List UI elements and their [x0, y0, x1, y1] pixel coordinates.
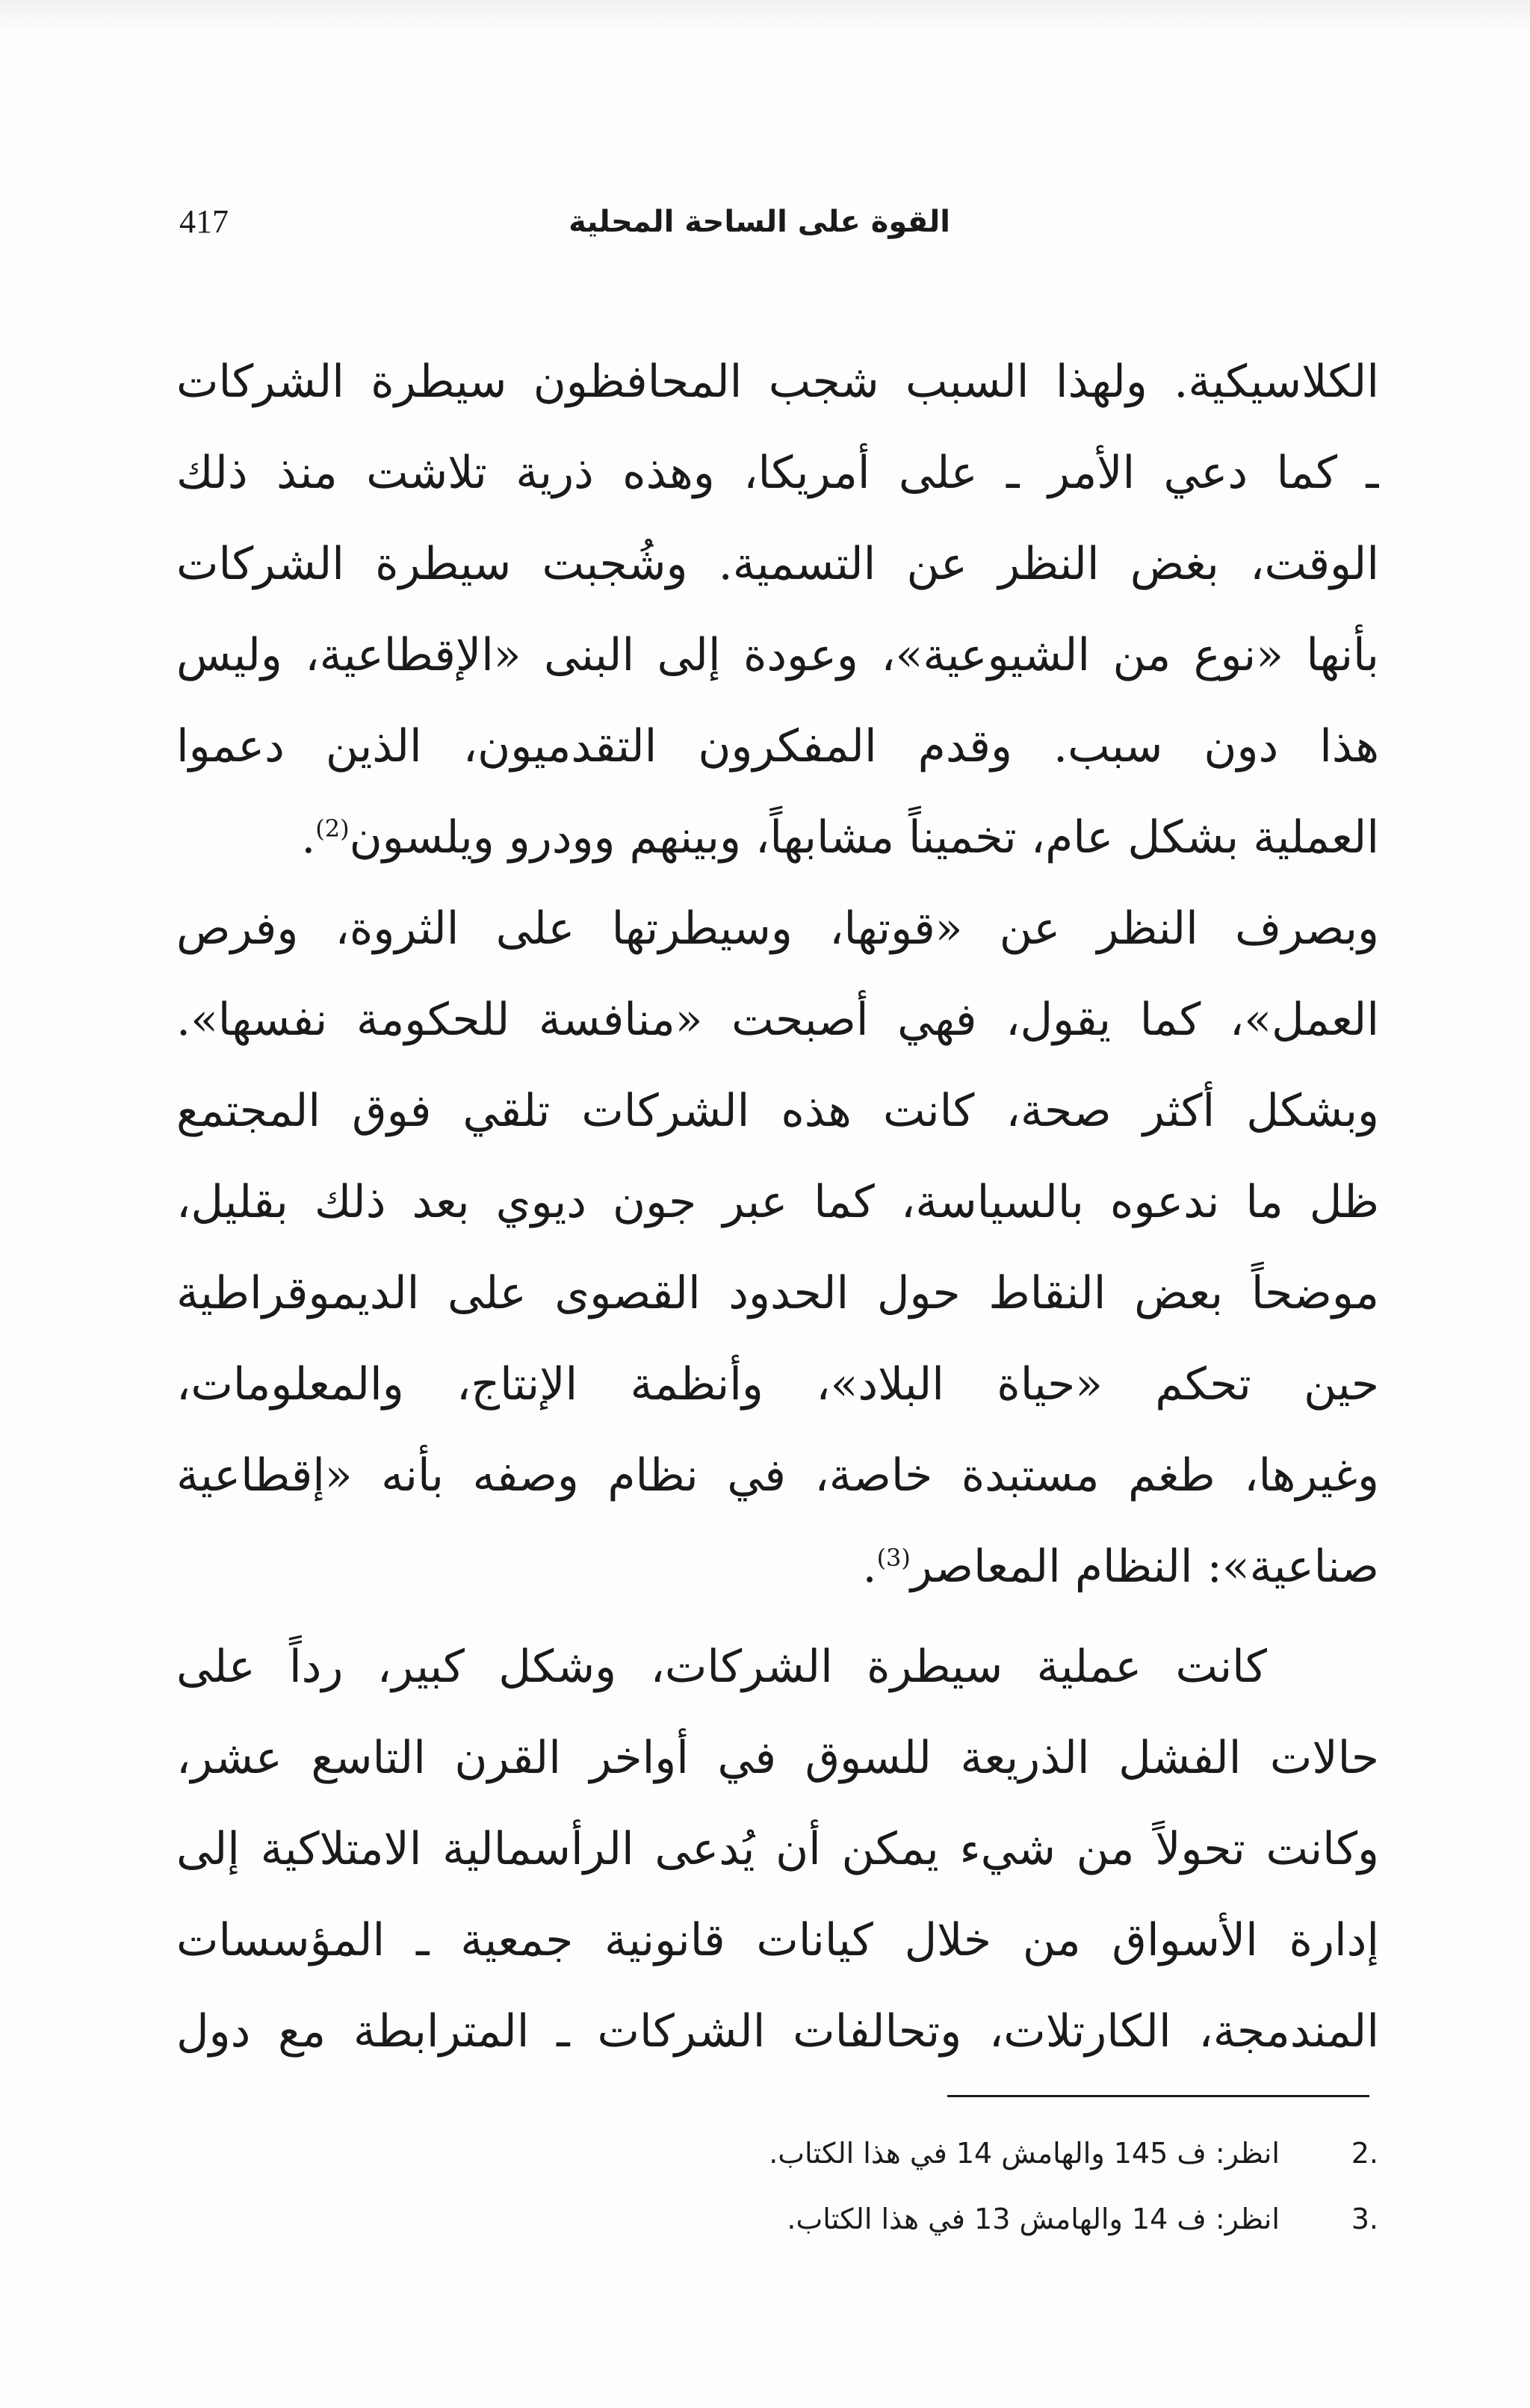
- paragraph-gap: [176, 1612, 1379, 1621]
- text-line: إدارة الأسواق من خلال كيانات قانونية جمعية ـ المؤسسات: [176, 1914, 1379, 1966]
- text-line: حالات الفشل الذريعة للسوق في أواخر القرن التاسع عشر،: [176, 1732, 1379, 1784]
- text-line: وكانت تحولاً من شيء يمكن أن يُدعى الرأسمالية الامتلاكية إلى: [176, 1823, 1379, 1875]
- text-line: وبصرف النظر عن «قوتها، وسيطرتها على الثروة، وفرص: [176, 903, 1379, 955]
- footnote-text: انظر: ف 145 والهامش 14 في هذا الكتاب.: [769, 2137, 1280, 2170]
- running-title: القوة على الساحة المحلية: [569, 205, 950, 239]
- running-head: [179, 196, 1376, 248]
- text-line: هذا دون سبب. وقدم المفكرون التقدميون، الذين دعموا: [176, 720, 1379, 773]
- text-line: وبشكل أكثر صحة، كانت هذه الشركات تلقي فوق المجتمع: [176, 1085, 1379, 1137]
- text-line: ـ كما دعي الأمر ـ على أمريكا، وهذه ذرية تلاشت منذ ذلك: [176, 447, 1379, 499]
- footnote-text: انظر: ف 14 والهامش 13 في هذا الكتاب.: [787, 2203, 1280, 2235]
- text-line: وغيرها، طغم مستبدة خاصة، في نظام وصفه بأنه «إقطاعية: [176, 1449, 1379, 1502]
- text-line: ظل ما ندعوه بالسياسة، كما عبر جون ديوي بعد ذلك بقليل،: [176, 1176, 1379, 1228]
- footnote-number: .2: [1351, 2137, 1378, 2170]
- footnote-ref-3: (3): [876, 1544, 911, 1572]
- text-line: الوقت، بغض النظر عن التسمية. وشُجبت سيطرة الشركات: [176, 538, 1379, 590]
- footnote-3: [568, 2186, 1378, 2252]
- text-line: موضحاً بعض النقاط حول الحدود القصوى على الديموقراطية: [176, 1267, 1379, 1319]
- footnotes: [568, 2120, 1378, 2252]
- footnote-number: .3: [1351, 2203, 1378, 2235]
- text-line: المندمجة، الكارتلات، وتحالفات الشركات ـ المترابطة مع دول: [176, 2005, 1379, 2058]
- text-line: العمل»، كما يقول، فهي أصبحت «منافسة للحكومة نفسها».: [176, 994, 1379, 1046]
- sentence-period: .: [301, 811, 316, 864]
- text-line-content: العملية بشكل عام، تخميناً مشابهاً، وبينهم وودرو ويلسون: [349, 811, 1379, 864]
- scan-edge-shade: [0, 0, 1530, 33]
- text-line: الكلاسيكية. ولهذا السبب شجب المحافظون سيطرة الشركات: [176, 356, 1379, 408]
- footnote-separator: [947, 2095, 1369, 2097]
- text-line: حين تحكم «حياة البلاد»، وأنظمة الإنتاج، والمعلومات،: [176, 1358, 1379, 1411]
- text-line: بأنها «نوع من الشيوعية»، وعودة إلى البنى «الإقطاعية، وليس: [176, 629, 1379, 681]
- footnote-2: [568, 2120, 1378, 2186]
- text-line: كانت عملية سيطرة الشركات، وشكل كبير، رداً على: [176, 1641, 1267, 1693]
- text-line-content: صناعية»: النظام المعاصر: [910, 1541, 1379, 1593]
- body-text: [176, 336, 1379, 2077]
- page-number: 417: [179, 203, 229, 240]
- footnote-ref-2: (2): [315, 814, 350, 843]
- text-line: [176, 1521, 1379, 1612]
- sentence-period: .: [862, 1541, 877, 1593]
- text-line: [176, 792, 1379, 883]
